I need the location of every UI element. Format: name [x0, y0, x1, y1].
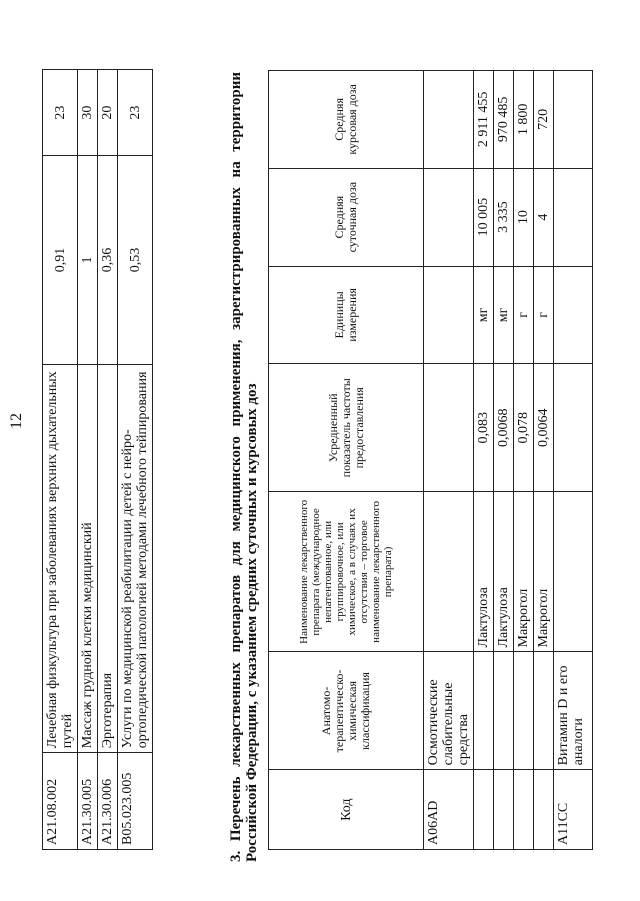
- group-code: A06AD: [424, 770, 474, 850]
- procedure-name: Лечебная физкультура при заболеваниях верхних дыхательных путей: [43, 364, 78, 752]
- drug-unit: мг: [494, 266, 514, 364]
- drug-daily-dose: 4: [534, 168, 554, 266]
- empty-cell: [534, 770, 554, 850]
- group-atc: Витамин D и его аналоги: [554, 652, 593, 770]
- empty-cell: [534, 652, 554, 770]
- header-drug-name: Наименование лекарственного препарата (международное непатентованное, или группировочное, или химическое, а в случаях их отсутствия – торговое наименование лекарственного препарата): [269, 492, 424, 652]
- table-row: [474, 71, 494, 850]
- procedure-name: Услуги по медицинской реабилитации детей с нейро-ортопедической патологией методами лечебного тейпирования: [118, 364, 153, 752]
- procedure-multiplicity: 23: [118, 70, 153, 156]
- procedure-name: Эрготерапия: [98, 364, 118, 752]
- empty-cell: [474, 770, 494, 850]
- drug-course-dose: 1 800: [514, 71, 534, 169]
- header-frequency: Усредненный показатель частоты предоставления: [269, 364, 424, 492]
- drug-frequency: 0,0064: [534, 364, 554, 492]
- header-code: Код: [269, 770, 424, 850]
- drug-frequency: 0,078: [514, 364, 534, 492]
- drug-course-dose: 970 485: [494, 71, 514, 169]
- table-row: [494, 71, 514, 850]
- table-row: [514, 71, 534, 850]
- table-header-row: [269, 71, 424, 850]
- drug-name: Макрогол: [534, 492, 554, 652]
- drug-daily-dose: 10 005: [474, 168, 494, 266]
- procedure-frequency: 0,53: [118, 156, 153, 365]
- drug-frequency: 0,0068: [494, 364, 514, 492]
- group-code: A11CC: [554, 770, 593, 850]
- drug-course-dose: 2 911 455: [474, 71, 494, 169]
- empty-cell: [424, 492, 474, 652]
- empty-cell: [554, 71, 593, 169]
- drug-name: Лактулоза: [474, 492, 494, 652]
- empty-cell: [554, 364, 593, 492]
- drug-unit: г: [514, 266, 534, 364]
- empty-cell: [424, 71, 474, 169]
- empty-cell: [514, 770, 534, 850]
- procedure-frequency: 0,36: [98, 156, 118, 365]
- drug-daily-dose: 10: [514, 168, 534, 266]
- empty-cell: [554, 492, 593, 652]
- drug-name: Лактулоза: [494, 492, 514, 652]
- table-row: [43, 70, 78, 850]
- drug-name: Макрогол: [514, 492, 534, 652]
- group-atc: Осмотические слабительные средства: [424, 652, 474, 770]
- procedure-code: A21.08.002: [43, 753, 78, 850]
- empty-cell: [424, 364, 474, 492]
- empty-cell: [494, 770, 514, 850]
- empty-cell: [554, 266, 593, 364]
- rotated-page-content: [8, 50, 602, 862]
- table-row: [78, 70, 98, 850]
- procedures-table: [42, 69, 153, 850]
- empty-cell: [494, 652, 514, 770]
- procedure-name: Массаж грудной клетки медицинский: [78, 364, 98, 752]
- drug-daily-dose: 3 335: [494, 168, 514, 266]
- header-daily-dose: Средняя суточная доза: [269, 168, 424, 266]
- procedure-frequency: 0,91: [43, 156, 78, 365]
- drug-unit: мг: [474, 266, 494, 364]
- drug-course-dose: 720: [534, 71, 554, 169]
- table-row: [554, 71, 593, 850]
- drug-frequency: 0,083: [474, 364, 494, 492]
- empty-cell: [424, 266, 474, 364]
- empty-cell: [424, 168, 474, 266]
- empty-cell: [514, 652, 534, 770]
- procedure-code: B05.023.005: [118, 753, 153, 850]
- procedure-code: A21.30.006: [98, 753, 118, 850]
- drug-unit: г: [534, 266, 554, 364]
- header-course-dose: Средняя курсовая доза: [269, 71, 424, 169]
- header-unit: Единицы измерения: [269, 266, 424, 364]
- table-row: [98, 70, 118, 850]
- empty-cell: [554, 168, 593, 266]
- procedure-code: A21.30.005: [78, 753, 98, 850]
- procedure-multiplicity: 23: [43, 70, 78, 156]
- table-row: [424, 71, 474, 850]
- drug-doses-table: [268, 70, 593, 850]
- procedure-multiplicity: 30: [78, 70, 98, 156]
- procedure-multiplicity: 20: [98, 70, 118, 156]
- page-number: 12: [8, 413, 25, 429]
- table-row: [534, 71, 554, 850]
- header-atc: Анатомо-терапевтическо-химическая классификация: [269, 652, 424, 770]
- empty-cell: [474, 652, 494, 770]
- section-heading: 3. Перечень лекарственных препаратов для медицинского применения, зарегистрированных на территории Российской Федерации, с указанием средних суточных и курсовых доз: [228, 72, 260, 862]
- procedure-frequency: 1: [78, 156, 98, 365]
- table-row: [118, 70, 153, 850]
